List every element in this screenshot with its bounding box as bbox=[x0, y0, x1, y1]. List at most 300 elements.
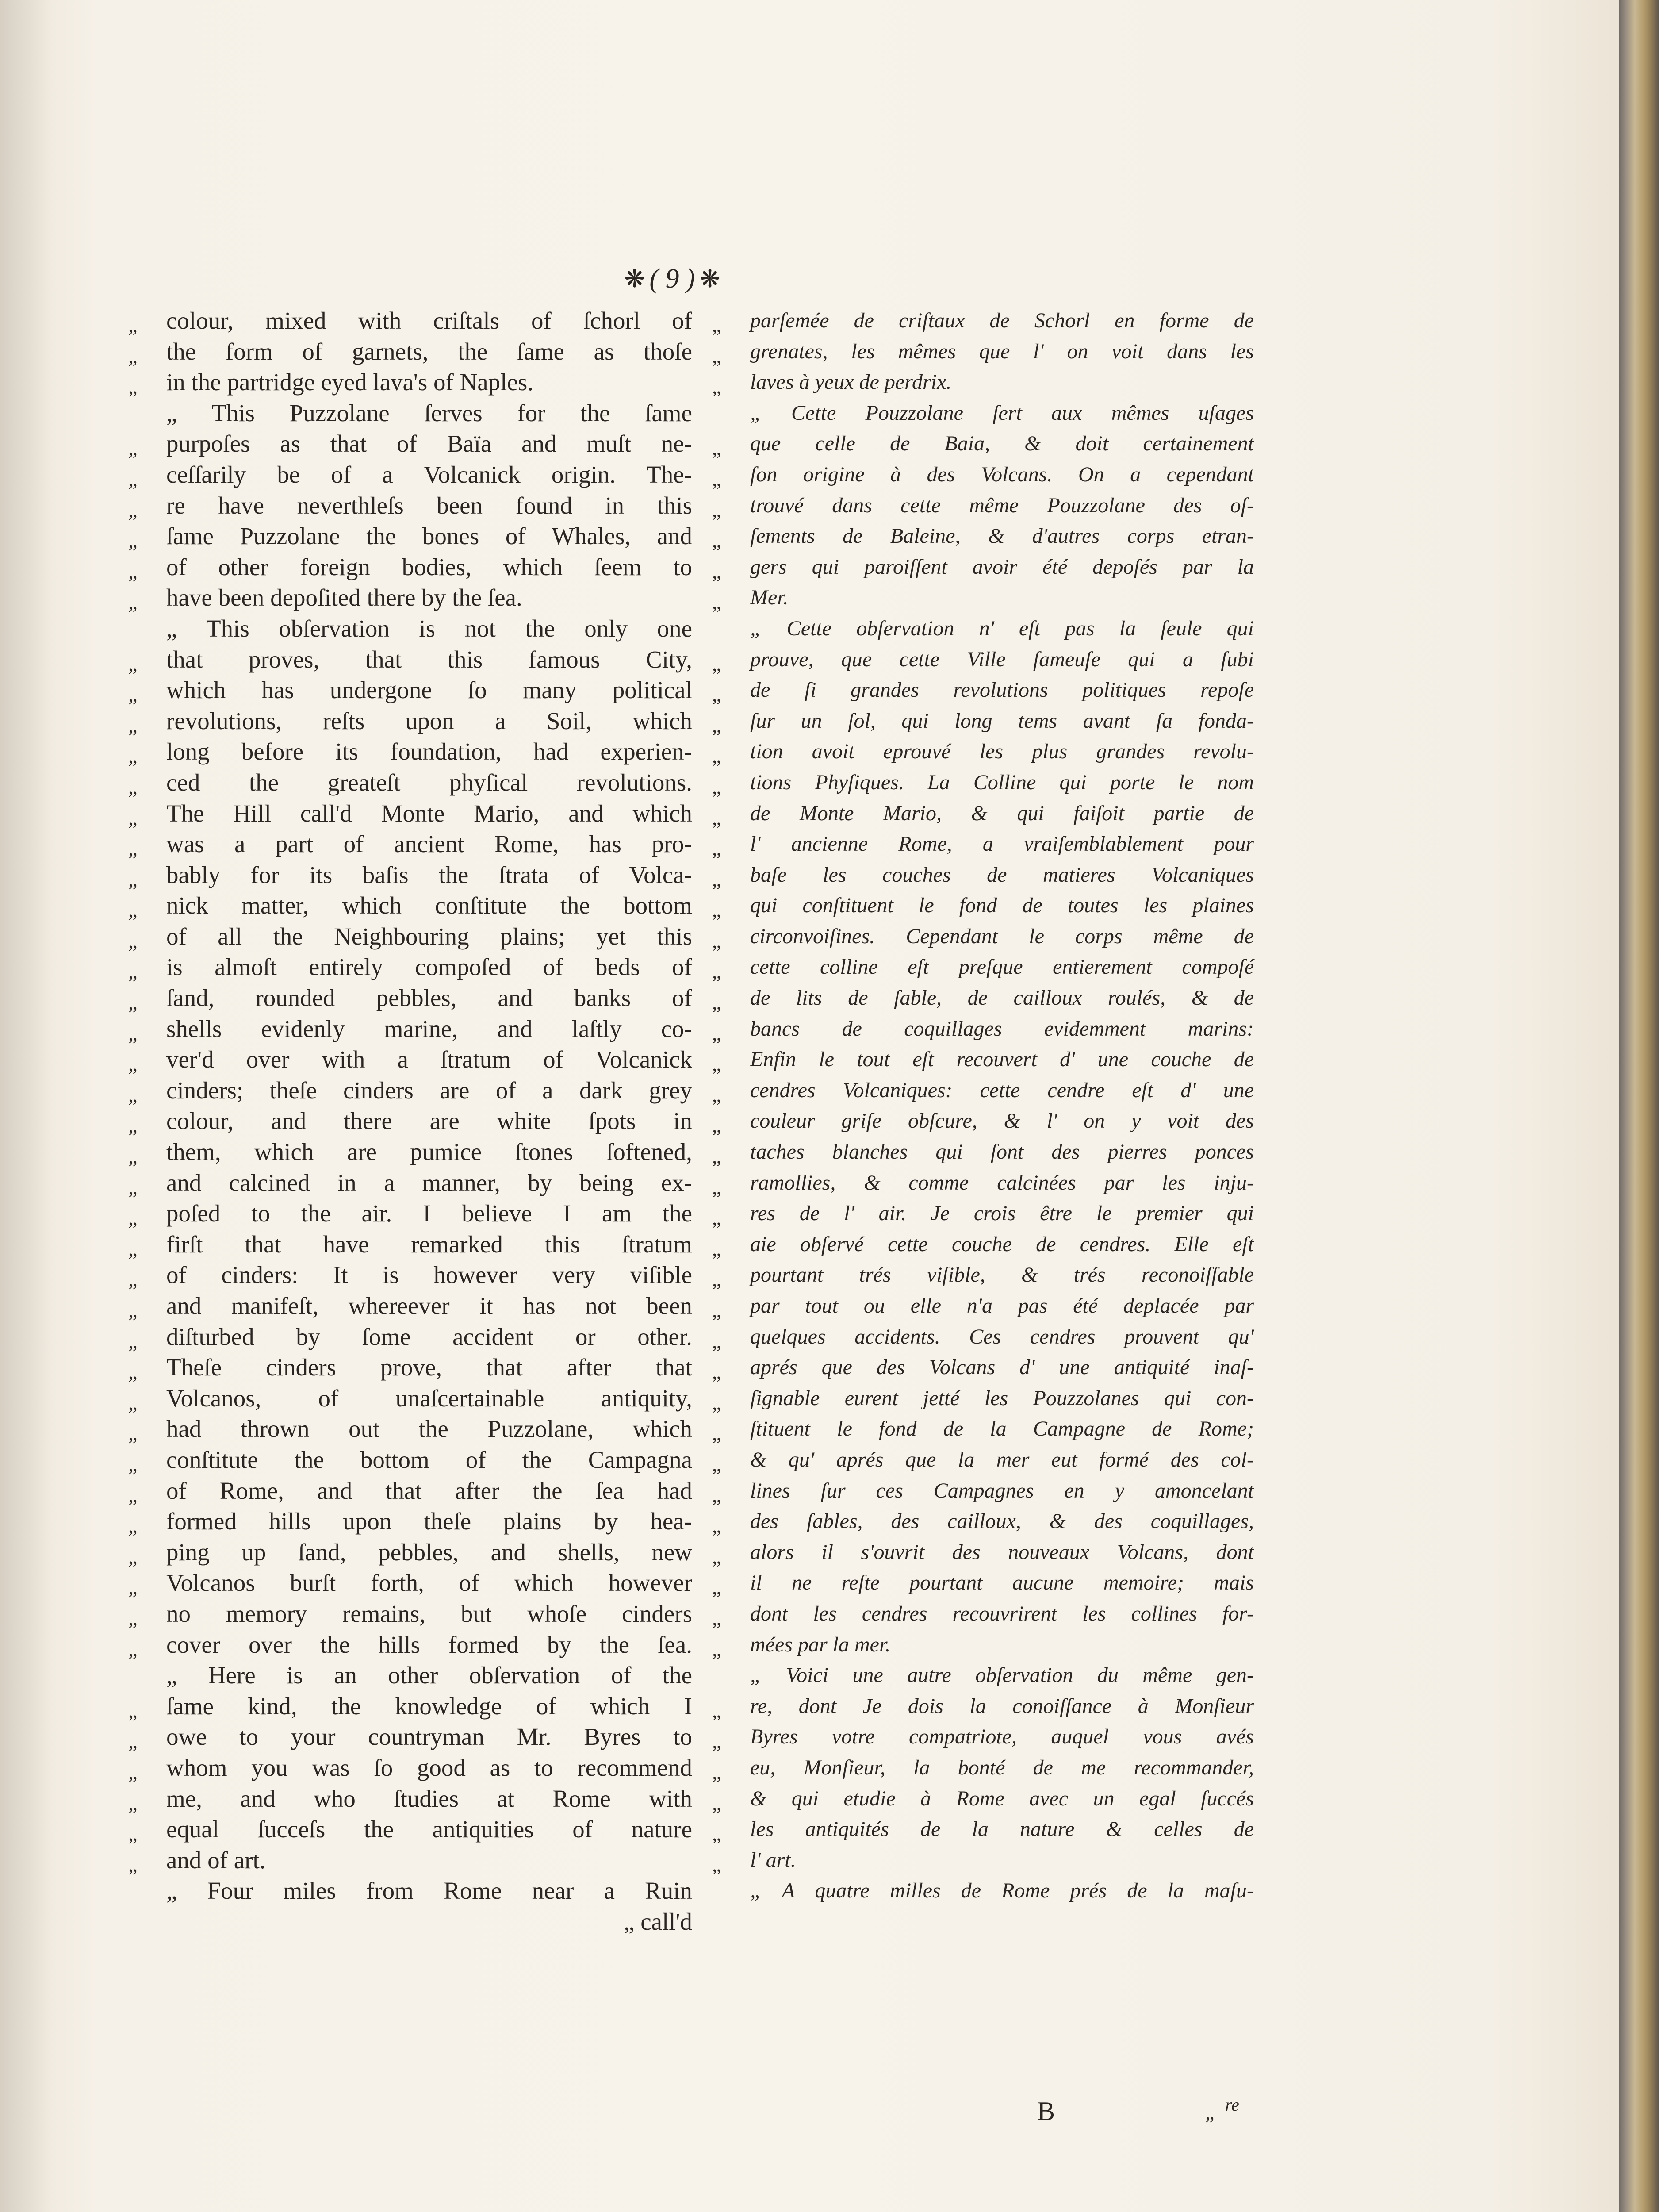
line-text: les antiquités de la nature & celles de bbox=[750, 1817, 1254, 1841]
french-line bbox=[712, 1598, 1254, 1629]
line-text: re have neverthleſs been found in this bbox=[166, 492, 692, 519]
french-line bbox=[712, 1444, 1254, 1475]
quote-mark: „ bbox=[128, 529, 138, 552]
french-line bbox=[712, 829, 1254, 860]
line-text: the form of garnets, the ſame as thoſe bbox=[166, 338, 692, 365]
english-line bbox=[128, 890, 692, 921]
english-line bbox=[128, 1814, 692, 1845]
line-text: had thrown out the Puzzolane, which bbox=[166, 1415, 692, 1443]
right-ornament-icon: ❋ bbox=[699, 265, 720, 293]
quote-mark: „ bbox=[712, 1637, 721, 1660]
french-line bbox=[712, 1167, 1254, 1198]
line-text: lines ſur ces Campagnes en y amoncelant bbox=[750, 1479, 1254, 1502]
line-text: baſe les couches de matieres Volcaniques bbox=[750, 863, 1254, 887]
english-line bbox=[128, 582, 692, 613]
quote-mark: „ bbox=[128, 1452, 138, 1475]
line-text: „ This Puzzolane ſerves for the ſame bbox=[166, 399, 692, 426]
quote-mark: „ bbox=[712, 1206, 721, 1229]
line-text: ſand, rounded pebbles, and banks of bbox=[166, 984, 692, 1012]
quote-mark: „ bbox=[128, 1329, 138, 1352]
line-text: „ Cette Pouzzolane ſert aux mêmes uſages bbox=[750, 401, 1254, 425]
french-line bbox=[712, 490, 1254, 521]
left-ornament-icon: ❋ bbox=[624, 265, 645, 293]
line-text: „ Voici une autre obſervation du même gen- bbox=[750, 1663, 1254, 1687]
line-text: is almoſt entirely compoſed of beds of bbox=[166, 953, 692, 981]
french-line bbox=[712, 1137, 1254, 1167]
line-text: par tout ou elle n'a pas été deplacée par bbox=[750, 1294, 1254, 1317]
quote-mark: „ bbox=[712, 314, 721, 336]
quote-mark: „ bbox=[128, 467, 138, 490]
english-line bbox=[128, 490, 692, 521]
line-text: long before its foundation, had experien- bbox=[166, 738, 692, 765]
quote-mark: „ bbox=[128, 1637, 138, 1660]
quote-mark: „ bbox=[128, 1853, 138, 1876]
line-text: Volcanos burſt forth, of which however bbox=[166, 1569, 692, 1597]
line-text: of Rome, and that after the ſea had bbox=[166, 1477, 692, 1504]
line-text: l' ancienne Rome, a vraiſemblablement pour bbox=[750, 832, 1254, 856]
quote-mark: „ bbox=[128, 1114, 138, 1137]
line-text: conſtitute the bottom of the Campagna bbox=[166, 1446, 692, 1473]
english-line bbox=[128, 1691, 692, 1722]
page-edge-binding bbox=[1619, 0, 1659, 2212]
line-text: ramollies, & comme calcinées par les inju- bbox=[750, 1171, 1254, 1194]
quote-mark: „ bbox=[712, 1329, 721, 1352]
line-text: & qui etudie à Rome avec un egal ſuccés bbox=[750, 1786, 1254, 1810]
french-line bbox=[712, 1691, 1254, 1722]
line-text: colour, and there are white ſpots in bbox=[166, 1107, 692, 1135]
english-line bbox=[128, 1660, 692, 1691]
line-text: no memory remains, but whoſe cinders bbox=[166, 1600, 692, 1627]
quote-mark: „ bbox=[712, 529, 721, 552]
line-text: Theſe cinders prove, that after that bbox=[166, 1354, 692, 1381]
line-text: and calcined in a manner, by being ex- bbox=[166, 1169, 692, 1196]
french-line bbox=[712, 1506, 1254, 1537]
line-text: „ A quatre milles de Rome prés de la maſu- bbox=[750, 1879, 1254, 1903]
quote-mark: „ bbox=[712, 1422, 721, 1445]
line-text: gers qui paroiſſent avoir été depoſés par la bbox=[750, 555, 1254, 579]
line-text: eu, Monſieur, la bonté de me recommander, bbox=[750, 1755, 1254, 1779]
line-text: & qu' aprés que la mer eut formé des col- bbox=[750, 1448, 1254, 1471]
english-line bbox=[128, 952, 692, 983]
quote-mark: „ bbox=[128, 1237, 138, 1260]
quote-mark: „ bbox=[128, 1545, 138, 1568]
page-header bbox=[593, 259, 752, 299]
quote-mark: „ bbox=[712, 1822, 721, 1845]
english-line bbox=[128, 675, 692, 706]
line-text: Enfin le tout eſt recouvert d' une couche de bbox=[750, 1048, 1254, 1071]
line-text: ſur un ſol, qui long tems avant ſa fonda- bbox=[750, 709, 1254, 733]
quote-mark: „ bbox=[712, 344, 721, 367]
english-line bbox=[128, 1598, 692, 1629]
catchword-quote: „ bbox=[1205, 2101, 1215, 2124]
english-line bbox=[128, 1567, 692, 1598]
quote-mark: „ bbox=[128, 1083, 138, 1106]
english-line bbox=[128, 829, 692, 860]
line-text: couleur griſe obſcure, & l' on y voit des bbox=[750, 1109, 1254, 1133]
quote-mark: „ bbox=[128, 1422, 138, 1445]
line-text: que celle de Baia, & doit certainement bbox=[750, 432, 1254, 456]
french-line bbox=[712, 1260, 1254, 1290]
line-text: il ne reſte pourtant aucune memoire; mais bbox=[750, 1571, 1254, 1595]
line-text: re, dont Je dois la conoiſſance à Monſieur bbox=[750, 1694, 1254, 1718]
line-text: have been depoſited there by the ſea. bbox=[166, 584, 522, 611]
line-text: firſt that have remarked this ſtratum bbox=[166, 1230, 692, 1258]
french-line bbox=[712, 428, 1254, 459]
quote-mark: „ bbox=[712, 1545, 721, 1568]
quote-mark: „ bbox=[128, 591, 138, 614]
french-line bbox=[712, 1075, 1254, 1106]
french-line bbox=[712, 798, 1254, 829]
quote-mark: „ bbox=[712, 560, 721, 583]
quote-mark: „ bbox=[128, 344, 138, 367]
quote-mark: „ bbox=[128, 1022, 138, 1045]
french-line bbox=[712, 552, 1254, 583]
quote-mark: „ bbox=[128, 683, 138, 706]
quote-mark: „ bbox=[128, 1483, 138, 1506]
english-line bbox=[128, 860, 692, 891]
quote-mark: „ bbox=[712, 652, 721, 675]
quote-mark: „ bbox=[712, 775, 721, 798]
line-text: Mer. bbox=[750, 586, 789, 610]
line-text: of cinders: It is however very viſible bbox=[166, 1261, 692, 1289]
line-text: trouvé dans cette même Pouzzolane des oſ- bbox=[750, 493, 1254, 517]
quote-mark: „ bbox=[712, 868, 721, 891]
quote-mark: „ bbox=[128, 1699, 138, 1722]
line-text: ſon origine à des Volcans. On a cependant bbox=[750, 462, 1254, 486]
quote-mark: „ bbox=[712, 1452, 721, 1475]
english-line bbox=[128, 1014, 692, 1045]
french-line bbox=[712, 1629, 1254, 1660]
line-text: poſed to the air. I believe I am the bbox=[166, 1200, 692, 1227]
quote-mark: „ bbox=[712, 1022, 721, 1045]
french-line bbox=[712, 1845, 1254, 1876]
english-line bbox=[128, 613, 692, 644]
quote-mark: „ bbox=[128, 1145, 138, 1168]
french-text-column bbox=[712, 305, 1254, 1906]
line-text: de Monte Mario, & qui faiſoit partie de bbox=[750, 801, 1254, 825]
quote-mark: „ bbox=[128, 498, 138, 521]
english-line bbox=[128, 1075, 692, 1106]
french-line bbox=[712, 367, 1254, 398]
line-text: ceſſarily be of a Volcanick origin. The- bbox=[166, 461, 692, 488]
french-line bbox=[712, 890, 1254, 921]
line-text: ced the greateſt phyſical revolutions. bbox=[166, 768, 692, 796]
quote-mark: „ bbox=[712, 991, 721, 1014]
quote-mark: „ bbox=[128, 1268, 138, 1291]
line-text: whom you was ſo good as to recommend bbox=[166, 1754, 692, 1781]
quote-mark: „ bbox=[128, 1730, 138, 1753]
quote-mark: „ bbox=[712, 467, 721, 490]
line-text: „ Cette obſervation n' eſt pas la ſeule qui bbox=[750, 616, 1254, 640]
quote-mark: „ bbox=[128, 837, 138, 860]
quote-mark: „ bbox=[128, 314, 138, 336]
quote-mark: „ bbox=[128, 868, 138, 891]
quote-mark: „ bbox=[712, 1360, 721, 1383]
line-text: was a part of ancient Rome, has pro- bbox=[166, 830, 692, 858]
english-line bbox=[128, 1260, 692, 1290]
quote-mark: „ bbox=[712, 1083, 721, 1106]
french-line bbox=[712, 1106, 1254, 1137]
french-line bbox=[712, 1721, 1254, 1752]
quote-mark: „ bbox=[712, 1606, 721, 1629]
line-text: mées par la mer. bbox=[750, 1632, 891, 1656]
quote-mark: „ bbox=[712, 1699, 721, 1722]
line-text: cinders; theſe cinders are of a dark grey bbox=[166, 1076, 692, 1104]
quote-mark: „ bbox=[128, 1175, 138, 1198]
line-text: „ call'd bbox=[624, 1908, 692, 1935]
french-line bbox=[712, 767, 1254, 798]
english-line bbox=[128, 305, 692, 336]
quote-mark: „ bbox=[128, 560, 138, 583]
line-text: revolutions, reſts upon a Soil, which bbox=[166, 707, 692, 734]
french-line bbox=[712, 1383, 1254, 1414]
english-line bbox=[128, 459, 692, 490]
english-line bbox=[128, 1352, 692, 1383]
french-line bbox=[712, 582, 1254, 613]
french-line bbox=[712, 983, 1254, 1014]
line-text: owe to your countryman Mr. Byres to bbox=[166, 1723, 692, 1751]
quote-mark: „ bbox=[712, 375, 721, 398]
line-text: The Hill call'd Monte Mario, and which bbox=[166, 799, 692, 827]
line-text: purpoſes as that of Baïa and muſt ne- bbox=[166, 430, 692, 457]
english-line bbox=[128, 1137, 692, 1167]
line-text: Volcanos, of unaſcertainable antiquity, bbox=[166, 1384, 692, 1412]
line-text: ping up ſand, pebbles, and shells, new bbox=[166, 1538, 692, 1566]
english-line bbox=[128, 1875, 692, 1906]
line-text: them, which are pumice ſtones ſoftened, bbox=[166, 1138, 692, 1166]
quote-mark: „ bbox=[128, 899, 138, 922]
english-line bbox=[128, 1290, 692, 1321]
quote-mark: „ bbox=[128, 745, 138, 768]
french-line bbox=[712, 1875, 1254, 1906]
quote-mark: „ bbox=[712, 1791, 721, 1814]
line-text: which has undergone ſo many political bbox=[166, 676, 692, 704]
quote-mark: „ bbox=[128, 1791, 138, 1814]
quote-mark: „ bbox=[712, 745, 721, 768]
english-line bbox=[128, 736, 692, 767]
french-line bbox=[712, 675, 1254, 706]
french-line bbox=[712, 644, 1254, 675]
line-text: quelques accidents. Ces cendres prouvent qu' bbox=[750, 1325, 1254, 1348]
english-line bbox=[128, 921, 692, 952]
line-text: taches blanches qui ſont des pierres ponces bbox=[750, 1140, 1254, 1164]
catchword: re bbox=[1225, 2095, 1239, 2115]
quote-mark: „ bbox=[712, 806, 721, 829]
english-line bbox=[128, 983, 692, 1014]
english-line bbox=[128, 1444, 692, 1475]
line-text: of other foreign bodies, which ſeem to bbox=[166, 553, 692, 580]
quote-mark: „ bbox=[712, 1299, 721, 1321]
english-line bbox=[128, 428, 692, 459]
quote-mark: „ bbox=[712, 1268, 721, 1291]
line-text: that proves, that this famous City, bbox=[166, 645, 692, 673]
line-text: Byres votre compatriote, auquel vous avés bbox=[750, 1725, 1254, 1749]
french-line bbox=[712, 613, 1254, 644]
line-text: and of art. bbox=[166, 1846, 266, 1874]
english-line bbox=[128, 1475, 692, 1506]
english-line bbox=[128, 1383, 692, 1414]
french-line bbox=[712, 1044, 1254, 1075]
line-text: equal ſucceſs the antiquities of nature bbox=[166, 1816, 692, 1843]
line-text: l' art. bbox=[750, 1848, 796, 1872]
french-line bbox=[712, 1567, 1254, 1598]
english-line bbox=[128, 1629, 692, 1660]
french-line bbox=[712, 1290, 1254, 1321]
quote-mark: „ bbox=[712, 1576, 721, 1599]
english-line bbox=[128, 552, 692, 583]
french-line bbox=[712, 1783, 1254, 1814]
english-line bbox=[128, 1167, 692, 1198]
english-line bbox=[128, 798, 692, 829]
quote-mark: „ bbox=[128, 991, 138, 1014]
quote-mark: „ bbox=[712, 929, 721, 952]
line-text: colour, mixed with criſtals of ſchorl of bbox=[166, 307, 692, 334]
quote-mark: „ bbox=[712, 1145, 721, 1168]
line-text: cette colline eſt preſque entierement compoſé bbox=[750, 955, 1254, 979]
quote-mark: „ bbox=[128, 960, 138, 983]
quote-mark: „ bbox=[712, 1175, 721, 1198]
english-line bbox=[128, 521, 692, 552]
line-text: qui conſtituent le fond de toutes les plaines bbox=[750, 894, 1254, 918]
quote-mark: „ bbox=[128, 1606, 138, 1629]
english-line bbox=[128, 644, 692, 675]
english-line bbox=[128, 367, 692, 398]
english-line bbox=[128, 1198, 692, 1229]
english-line bbox=[128, 1413, 692, 1444]
english-line bbox=[128, 1783, 692, 1814]
quote-mark: „ bbox=[128, 1360, 138, 1383]
french-line bbox=[712, 1413, 1254, 1444]
english-line bbox=[128, 398, 692, 429]
line-text: bancs de coquillages evidemment marins: bbox=[750, 1017, 1254, 1041]
quote-mark: „ bbox=[128, 1760, 138, 1783]
line-text: de lits de ſable, de cailloux roulés, & de bbox=[750, 986, 1254, 1010]
french-line bbox=[712, 921, 1254, 952]
english-line bbox=[128, 336, 692, 367]
line-text: „ This obſervation is not the only one bbox=[166, 614, 692, 642]
english-line bbox=[128, 1537, 692, 1568]
quote-mark: „ bbox=[128, 1576, 138, 1599]
quote-mark: „ bbox=[712, 683, 721, 706]
line-text: bably for its baſis the ſtrata of Volca- bbox=[166, 861, 692, 888]
line-text: „ Here is an other obſervation of the bbox=[166, 1662, 692, 1689]
quote-mark: „ bbox=[712, 714, 721, 737]
quote-mark: „ bbox=[712, 1483, 721, 1506]
line-text: ſignable eurent jetté les Pouzzolanes qui con- bbox=[750, 1386, 1254, 1410]
line-text: ſame kind, the knowledge of which I bbox=[166, 1692, 692, 1720]
line-text: of all the Neighbouring plains; yet this bbox=[166, 922, 692, 950]
line-text: laves à yeux de perdrix. bbox=[750, 370, 952, 394]
french-line bbox=[712, 860, 1254, 891]
french-line bbox=[712, 1537, 1254, 1568]
line-text: tion avoit eprouvé les plus grandes revolu- bbox=[750, 740, 1254, 764]
gutter-shadow bbox=[0, 0, 53, 2212]
quote-mark: „ bbox=[712, 1730, 721, 1753]
line-text: grenates, les mêmes que l' on voit dans les bbox=[750, 339, 1254, 363]
quote-mark: „ bbox=[128, 775, 138, 798]
quote-mark: „ bbox=[712, 437, 721, 460]
line-text: aprés que des Volcans d' une antiquité inaſ- bbox=[750, 1356, 1254, 1379]
english-line bbox=[128, 1506, 692, 1537]
line-text: nick matter, which conſtitute the bottom bbox=[166, 892, 692, 919]
french-line bbox=[712, 1814, 1254, 1845]
quote-mark: „ bbox=[712, 1391, 721, 1414]
english-line bbox=[128, 706, 692, 737]
line-text: dont les cendres recouvrirent les collines for- bbox=[750, 1601, 1254, 1625]
quote-mark: „ bbox=[712, 837, 721, 860]
line-text: diſturbed by ſome accident or other. bbox=[166, 1323, 692, 1350]
line-text: ſements de Baleine, & d'autres corps etran- bbox=[750, 524, 1254, 548]
line-text: ſame Puzzolane the bones of Whales, and bbox=[166, 522, 692, 550]
english-line bbox=[128, 1721, 692, 1752]
quote-mark: „ bbox=[712, 1114, 721, 1137]
signature-mark: B bbox=[1037, 2097, 1055, 2126]
french-line bbox=[712, 459, 1254, 490]
quote-mark: „ bbox=[128, 929, 138, 952]
quote-mark: „ bbox=[128, 375, 138, 398]
french-line bbox=[712, 1229, 1254, 1260]
quote-mark: „ bbox=[128, 1206, 138, 1229]
quote-mark: „ bbox=[128, 652, 138, 675]
quote-mark: „ bbox=[128, 1299, 138, 1321]
english-line bbox=[128, 1845, 692, 1876]
french-line bbox=[712, 336, 1254, 367]
english-line bbox=[128, 1752, 692, 1783]
french-line bbox=[712, 1321, 1254, 1352]
quote-mark: „ bbox=[128, 1822, 138, 1845]
line-text: in the partridge eyed lava's of Naples. bbox=[166, 369, 534, 396]
line-text: cover over the hills formed by the ſea. bbox=[166, 1631, 692, 1658]
line-text: tions Phyſiques. La Colline qui porte le nom bbox=[750, 770, 1254, 794]
line-text: pourtant trés viſible, & trés reconoiſſable bbox=[750, 1263, 1254, 1287]
line-text: „ Four miles from Rome near a Ruin bbox=[166, 1877, 692, 1905]
line-text: parſemée de criſtaux de Schorl en forme de bbox=[750, 309, 1254, 332]
quote-mark: „ bbox=[128, 714, 138, 737]
line-text: and manifeſt, whereever it has not been bbox=[166, 1292, 692, 1319]
french-line bbox=[712, 1014, 1254, 1045]
english-line bbox=[128, 1229, 692, 1260]
quote-mark: „ bbox=[128, 1052, 138, 1075]
line-text: ver'd over with a ſtratum of Volcanick bbox=[166, 1046, 692, 1073]
english-line bbox=[128, 1044, 692, 1075]
french-line bbox=[712, 1352, 1254, 1383]
page-number: ( 9 ) bbox=[649, 263, 695, 294]
line-text: des ſables, des cailloux, & des coquillages, bbox=[750, 1509, 1254, 1533]
french-line bbox=[712, 1475, 1254, 1506]
french-line bbox=[712, 305, 1254, 336]
line-text: circonvoiſines. Cependant le corps même de bbox=[750, 924, 1254, 948]
french-line bbox=[712, 1198, 1254, 1229]
line-text: formed hills upon theſe plains by hea- bbox=[166, 1508, 692, 1535]
line-text: aie obſervé cette couche de cendres. Elle eſt bbox=[750, 1232, 1254, 1256]
line-text: cendres Volcaniques: cette cendre eſt d' une bbox=[750, 1078, 1254, 1102]
quote-mark: „ bbox=[712, 591, 721, 614]
english-line bbox=[128, 1106, 692, 1137]
english-text-column bbox=[128, 305, 692, 1937]
french-line bbox=[712, 398, 1254, 429]
english-line bbox=[128, 767, 692, 798]
quote-mark: „ bbox=[128, 1391, 138, 1414]
french-line bbox=[712, 706, 1254, 737]
line-text: shells evidenly marine, and laſtly co- bbox=[166, 1015, 692, 1042]
quote-mark: „ bbox=[712, 1853, 721, 1876]
quote-mark: „ bbox=[712, 1514, 721, 1537]
french-line bbox=[712, 521, 1254, 552]
french-line bbox=[712, 1660, 1254, 1691]
line-text: alors il s'ouvrit des nouveaux Volcans, dont bbox=[750, 1540, 1254, 1564]
quote-mark: „ bbox=[128, 1514, 138, 1537]
french-line bbox=[712, 736, 1254, 767]
